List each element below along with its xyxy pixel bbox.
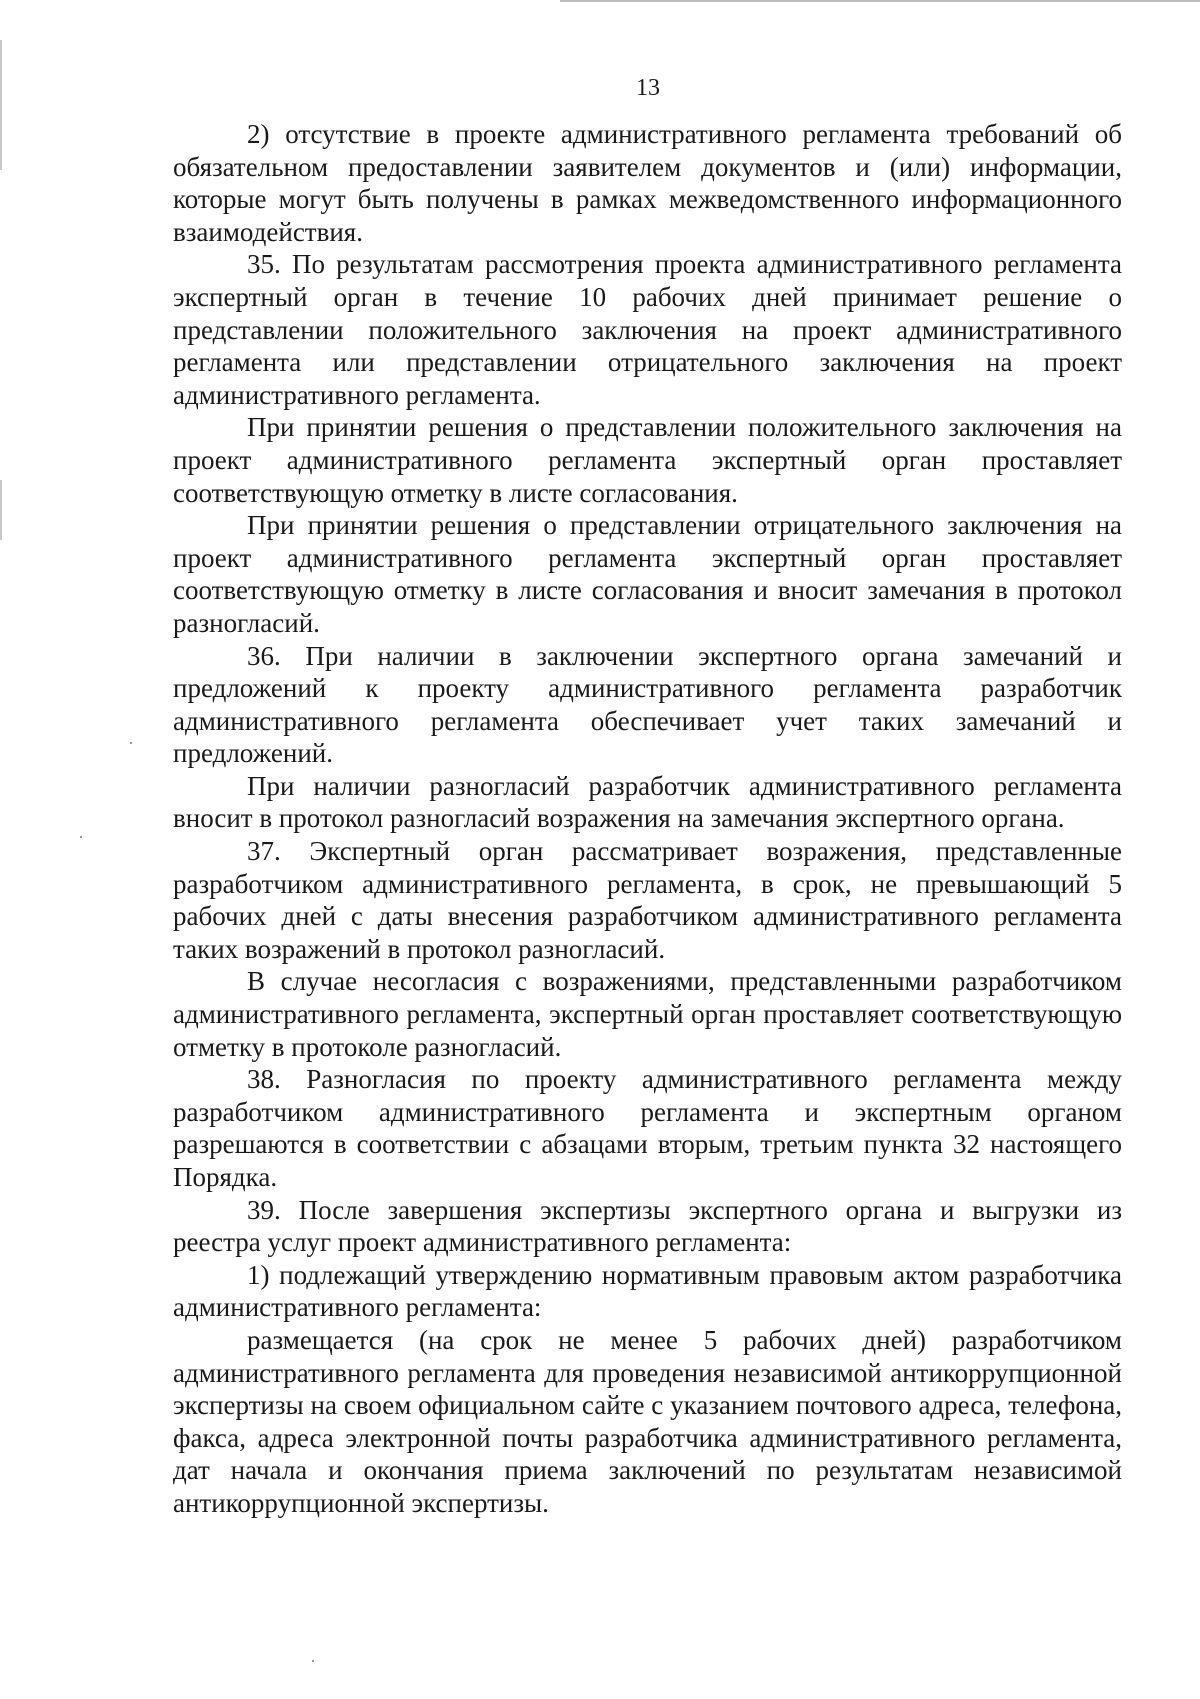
paragraph-objections-rejected: В случае несогласия с возражениями, представленными разработчиком административного регламента, экспертный орган проставляет соответствующую отметку в протоколе разногласий. (173, 966, 1122, 1062)
document-body (173, 118, 1122, 1520)
paragraph-clause-38: 38. Разногласия по проекту административного регламента между разработчиком административного регламента и экспертным органом разрешаются в соответствии с абзацами вторым, третьим пункта 32 настоящего Порядка. (173, 1064, 1122, 1192)
paragraph-disagreements: При наличии разногласий разработчик административного регламента вносит в протокол разногласий возражения на замечания экспертного органа. (173, 770, 1122, 834)
page-number: 13 (636, 75, 660, 101)
paragraph-clause-39: 39. После завершения экспертизы экспертного органа и выгрузки из реестра услуг проект административного регламента: (173, 1194, 1122, 1258)
paragraph-clause-35: 35. По результатам рассмотрения проекта административного регламента экспертный орган в течение 10 рабочих дней принимает решение о представлении положительного заключения на проект административного регламента или представлении отрицательного заключения на проект административного регламента. (173, 249, 1122, 410)
paragraph-clause-37: 37. Экспертный орган рассматривает возражения, представленные разработчиком административного регламента, в срок, не превышающий 5 рабочих дней с даты внесения разработчиком административного регламента таких возражений в протокол разногласий. (173, 836, 1122, 964)
paragraph-publication: размещается (на срок не менее 5 рабочих дней) разработчиком административного регламента для проведения независимой антикоррупционной экспертизы на своем официальном сайте с указанием почтового адреса, телефона, факса, адреса электронной почты разработчика административного регламента, дат начала и окончания приема заключений по результатам независимой антикоррупционной экспертизы. (173, 1324, 1122, 1518)
paragraph-clause-36: 36. При наличии в заключении экспертного органа замечаний и предложений к проекту административного регламента разработчик административного регламента обеспечивает учет таких замечаний и предложений. (173, 640, 1122, 769)
scan-top-edge (560, 0, 1200, 2)
paragraph-negative-conclusion: При принятии решения о представлении отрицательного заключения на проект административного регламента экспертный орган проставляет соответствующую отметку в листе согласования и вносит замечания в протокол разногласий. (173, 510, 1122, 638)
scan-speck (312, 1660, 314, 1662)
paragraph-item-1: 1) подлежащий утверждению нормативным правовым актом разработчика административного регламента: (173, 1259, 1122, 1323)
scan-speck (130, 742, 132, 744)
scan-left-edge-mark (0, 40, 2, 170)
paragraph-item-2: 2) отсутствие в проекте административного регламента требований об обязательном предоставлении заявителем документов и (или) информации, которые могут быть получены в рамках межведомственного информационного взаимодействия. (173, 119, 1122, 247)
scan-left-edge-mark (0, 480, 2, 540)
paragraph-positive-conclusion: При принятии решения о представлении положительного заключения на проект административного регламента экспертный орган проставляет соответствующую отметку в листе согласования. (173, 412, 1122, 508)
scan-speck (80, 836, 82, 838)
